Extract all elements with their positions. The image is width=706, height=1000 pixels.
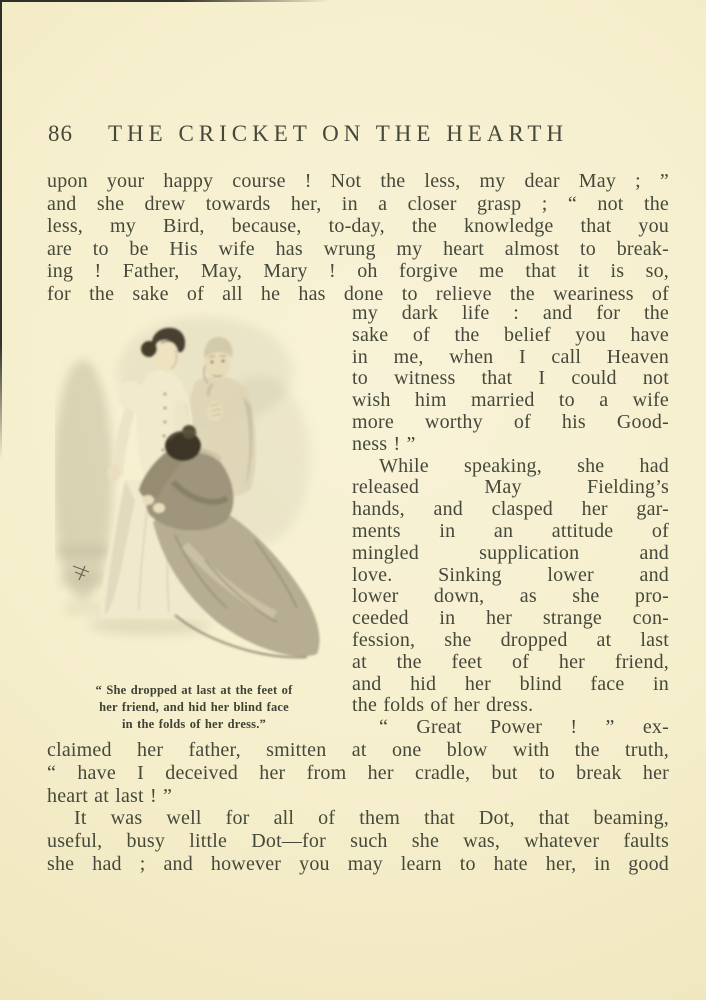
- scan-edge-top: [0, 0, 330, 2]
- text-line: upon your happy course ! Not the less, my dear May ; ”: [47, 170, 669, 192]
- text-line: “ Great Power ! ” ex-: [379, 716, 669, 739]
- text-line: While speaking, she had: [379, 454, 669, 477]
- paragraph-block-top: [47, 170, 669, 306]
- text-line: heart at last ! ”: [47, 784, 173, 807]
- scan-edge-left: [0, 0, 2, 460]
- text-line: It was well for all of them that Dot, that beaming,: [74, 807, 669, 830]
- text-line: to witness that I could not: [352, 367, 669, 390]
- text-line: lower down, as she pro-: [352, 585, 669, 608]
- text-line: “ She dropped at last at the feet of: [95, 683, 293, 697]
- text-line: sake of the belief you have: [352, 323, 669, 346]
- text-line: claimed her father, smitten at one blow with the truth,: [47, 739, 669, 761]
- text-line: and hid her blind face in: [352, 672, 669, 695]
- text-line: my dark life : and for the: [352, 302, 669, 324]
- text-line: she had ; and however you may learn to hate her, in good: [47, 852, 669, 875]
- text-line: at the feet of her friend,: [352, 650, 669, 673]
- text-line: in the folds of her dress.”: [122, 717, 266, 731]
- text-line: hands, and clasped her gar-: [352, 498, 669, 521]
- text-line: mingled supplication and: [352, 541, 669, 564]
- text-line: fession, she dropped at last: [352, 628, 669, 651]
- text-line: less, my Bird, because, to-day, the knowledge that you: [47, 215, 669, 238]
- text-line: her friend, and hid her blind face: [99, 700, 289, 714]
- text-line: the folds of her dress.: [352, 694, 534, 717]
- text-line: and she drew towards her, in a closer grasp ; “ not the: [47, 192, 669, 215]
- text-line: for the sake of all he has done to relieve the weariness of: [47, 282, 669, 305]
- text-line: ing ! Father, May, Mary ! oh forgive me that it is so,: [47, 260, 669, 283]
- text-line: in me, when I call Heaven: [352, 345, 669, 368]
- text-line: more worthy of his Good-: [352, 410, 669, 433]
- text-line: ness ! ”: [352, 432, 416, 455]
- running-title: THE CRICKET ON THE HEARTH: [108, 121, 569, 146]
- text-line: ceeded in her strange con-: [352, 607, 669, 630]
- illustration-caption: [48, 682, 340, 733]
- page-number: 86: [48, 121, 73, 146]
- paragraph-column-right: [352, 303, 669, 739]
- text-line: ments in an attitude of: [352, 519, 669, 542]
- text-line: useful, busy little Dot—for such she was, whatever faults: [47, 830, 669, 853]
- text-line: “ have I deceived her from her cradle, but to break her: [47, 761, 669, 784]
- text-line: love. Sinking lower and: [352, 563, 669, 586]
- illustration-drawing: [55, 310, 343, 672]
- paragraph-block-bottom: [47, 739, 669, 876]
- page-header: [48, 122, 668, 146]
- text-line: released May Fielding’s: [352, 476, 669, 499]
- text-line: wish him married to a wife: [352, 389, 669, 412]
- illustration: [55, 310, 343, 672]
- text-line: are to be His wife has wrung my heart almost to break-: [47, 237, 669, 260]
